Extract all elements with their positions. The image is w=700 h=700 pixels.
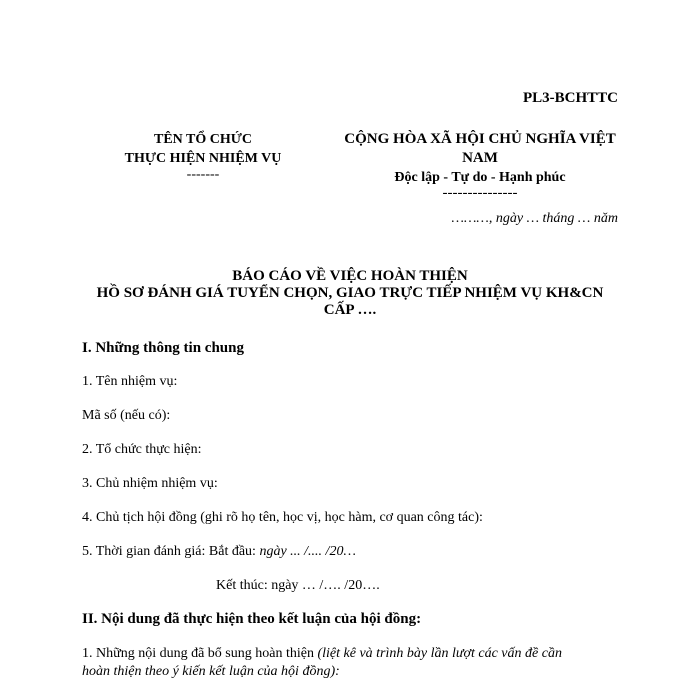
task-leader-field: 3. Chủ nhiệm nhiệm vụ: <box>82 476 218 491</box>
organization-name: TÊN TỔ CHỨC <box>153 132 252 147</box>
section2-heading: II. Nội dung đã thực hiện theo kết luận của hội đồng: <box>82 611 422 627</box>
evaluation-time-field <box>82 544 356 560</box>
report-title <box>60 268 640 319</box>
completed-content-note-b: hoàn thiện theo ý kiến kết luận của hội đồng): <box>82 664 340 679</box>
evaluation-end-field: Kết thúc: ngày … /…. /20…. <box>216 578 380 593</box>
national-title-line2: NAM <box>462 150 498 166</box>
completed-content-item <box>82 646 562 662</box>
organization-subtitle: THỰC HIỆN NHIỆM VỤ <box>124 151 282 166</box>
report-title-line2: HỒ SƠ ĐÁNH GIÁ TUYỂN CHỌN, GIAO TRỰC TIẾP NHIỆM VỤ KH&CN <box>96 285 604 301</box>
motto-rule: --------------- <box>442 185 518 201</box>
national-heading-block <box>330 130 630 199</box>
council-chair-field: 4. Chủ tịch hội đồng (ghi rõ họ tên, học vị, học hàm, cơ quan công tác): <box>82 510 483 525</box>
report-title-line1: BÁO CÁO VỀ VIỆC HOÀN THIỆN <box>232 268 468 284</box>
form-code: PL3-BCHTTC <box>522 90 618 106</box>
evaluation-start-value: ngày ... /.... /20… <box>259 544 356 559</box>
evaluation-start-label: 5. Thời gian đánh giá: Bắt đầu: <box>82 544 260 559</box>
section1-heading: I. Những thông tin chung <box>82 340 244 356</box>
place-date-line: ………, ngày … tháng … năm <box>451 211 618 226</box>
completed-content-label: 1. Những nội dung đã bổ sung hoàn thiện <box>82 646 318 661</box>
national-title-line1: CỘNG HÒA XÃ HỘI CHỦ NGHĨA VIỆT <box>344 131 616 147</box>
task-code-field: Mã số (nếu có): <box>82 408 171 423</box>
report-title-line3: CẤP …. <box>323 302 377 318</box>
organization-block <box>110 130 296 182</box>
task-name-field: 1. Tên nhiệm vụ: <box>82 374 178 389</box>
implementing-org-field: 2. Tổ chức thực hiện: <box>82 442 202 457</box>
national-motto: Độc lập - Tự do - Hạnh phúc <box>394 170 566 185</box>
completed-content-note-a: (liệt kê và trình bày lần lượt các vấn đề cần <box>317 646 562 661</box>
organization-rule: ------- <box>186 167 220 182</box>
